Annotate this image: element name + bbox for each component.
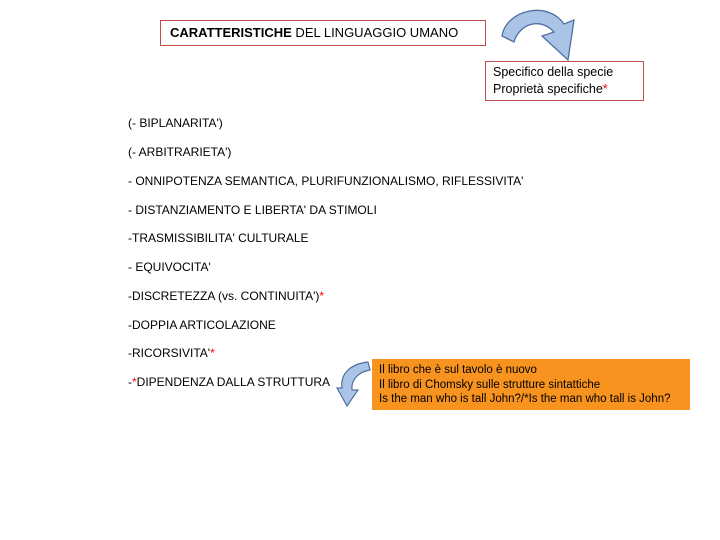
- title-rest: DEL LINGUAGGIO UMANO: [291, 25, 459, 40]
- curved-arrow-left-icon: [336, 360, 372, 408]
- characteristic-item: [128, 231, 309, 245]
- asterisk-mark: [128, 375, 137, 389]
- characteristic-item: [128, 346, 215, 360]
- characteristic-item: [128, 260, 211, 274]
- characteristic-item: [128, 375, 330, 389]
- characteristic-text: -RICORSIVITA': [128, 346, 211, 360]
- spec-line-2: [493, 81, 643, 98]
- characteristic-item: [128, 174, 523, 188]
- dash-mark: -: [128, 375, 132, 389]
- examples-box: [372, 359, 690, 410]
- characteristic-item: [128, 116, 223, 130]
- title-bold: CARATTERISTICHE: [170, 25, 292, 40]
- characteristic-text: - DISTANZIAMENTO E LIBERTA' DA STIMOLI: [128, 203, 377, 217]
- specificity-box: [485, 61, 644, 101]
- characteristic-text: (- ARBITRARIETA'): [128, 145, 232, 159]
- characteristic-text: - ONNIPOTENZA SEMANTICA, PLURIFUNZIONALISMO, RIFLESSIVITA': [128, 174, 524, 188]
- characteristic-item: [128, 203, 377, 217]
- example-line: Il libro di Chomsky sulle strutture sintattiche: [379, 378, 601, 391]
- curved-arrow-down-icon: [498, 2, 586, 64]
- spec-line-1: Specifico della specie: [493, 65, 614, 79]
- characteristic-item: [128, 289, 324, 303]
- characteristic-text: - EQUIVOCITA': [128, 260, 211, 274]
- spec-asterisk: *: [602, 82, 608, 96]
- characteristic-text: -DISCRETEZZA (vs. CONTINUITA'): [128, 289, 320, 303]
- characteristic-item: [128, 145, 231, 159]
- spec-line-2-text: Proprietà specifiche: [493, 82, 603, 96]
- asterisk-mark: *: [210, 346, 215, 360]
- characteristic-text: (- BIPLANARITA'): [128, 116, 223, 130]
- example-line: Il libro che è sul tavolo è nuovo: [379, 364, 537, 376]
- example-line: Is the man who is tall John?/*Is the man who tall is John?: [379, 393, 671, 405]
- title-box: [160, 20, 486, 46]
- asterisk-mark: *: [132, 375, 137, 389]
- characteristic-text: -TRASMISSIBILITA' CULTURALE: [128, 231, 309, 245]
- characteristic-text: DIPENDENZA DALLA STRUTTURA: [136, 375, 331, 389]
- asterisk-mark: *: [319, 289, 325, 303]
- characteristic-item: [128, 318, 276, 332]
- characteristic-text: -DOPPIA ARTICOLAZIONE: [128, 318, 276, 332]
